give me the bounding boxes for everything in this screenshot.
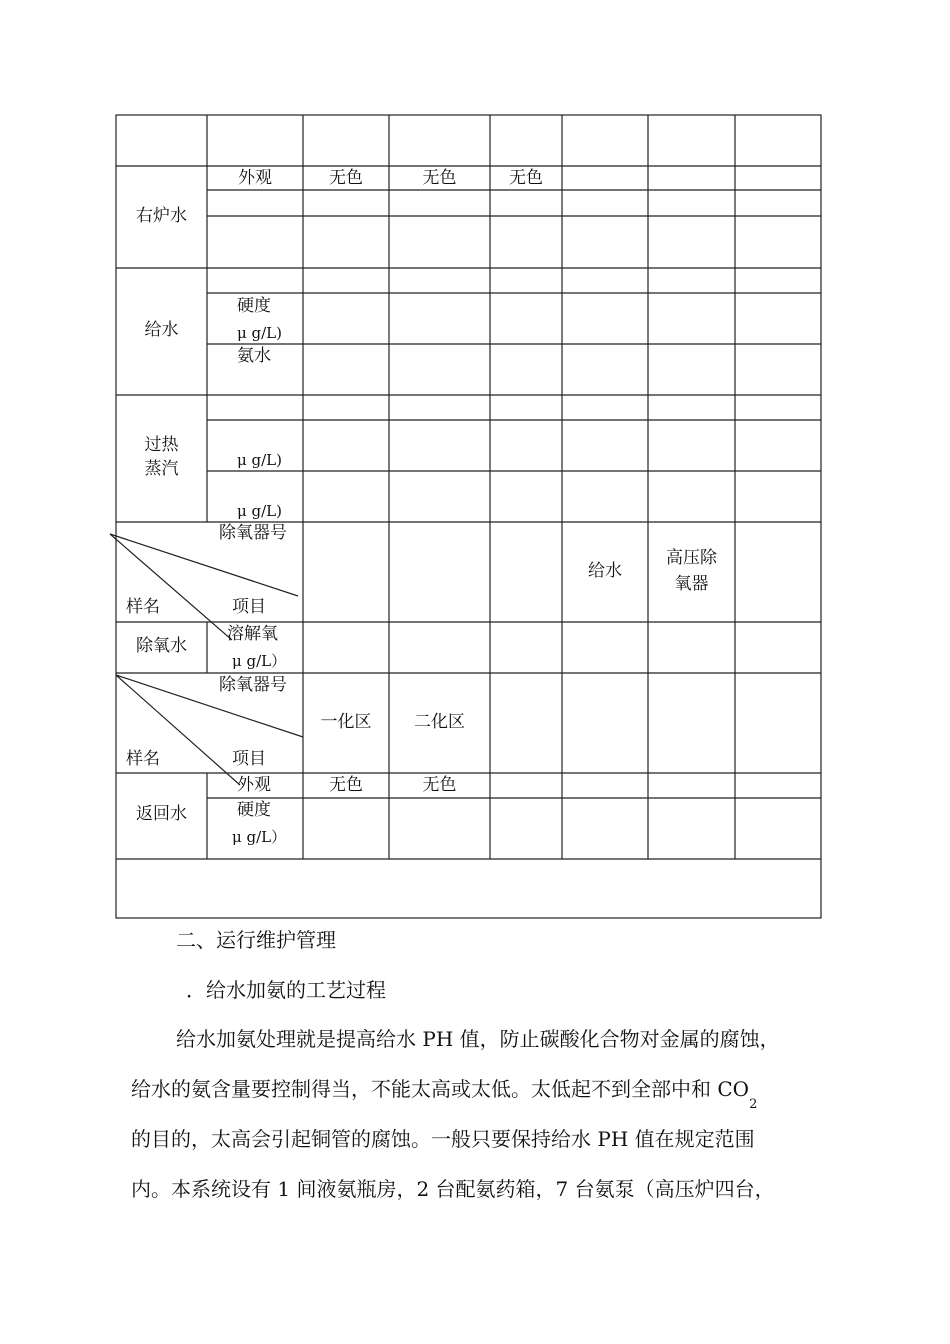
row-label-superheated-steam: 过热 <box>144 435 179 455</box>
row-label-right-boiler: 右炉水 <box>136 206 187 226</box>
section-heading: 二、运行维护管理 <box>176 928 336 952</box>
paragraph-text: 给水的氨含量要控制得当，不能太高或太低。太低起不到全部中和 CO <box>131 1077 750 1101</box>
item-unit: μ g/L) <box>237 451 282 469</box>
header-zone-1: 一化区 <box>320 712 372 732</box>
item-unit: μ g/L） <box>232 652 287 670</box>
item-appearance: 外观 <box>237 775 271 795</box>
item-unit: μ g/L） <box>232 828 287 846</box>
header-zone-2: 二化区 <box>414 712 465 732</box>
row-label-feed-water: 给水 <box>144 320 179 340</box>
row-label-return-water: 返回水 <box>136 804 187 824</box>
value-colorless: 无色 <box>422 775 457 795</box>
header-feed-water: 给水 <box>588 561 622 581</box>
header-sample-name: 样名 <box>126 749 160 769</box>
item-unit: μ g/L) <box>237 324 282 342</box>
paragraph-line: 的目的，太高会引起铜管的腐蚀。一般只要保持给水 PH 值在规定范围 <box>131 1127 755 1151</box>
value-colorless: 无色 <box>422 168 457 188</box>
row-label-deaerated-water: 除氧水 <box>136 636 187 656</box>
header-item: 项目 <box>232 597 266 617</box>
item-hardness: 硬度 <box>237 296 271 316</box>
header-hp-deaerator: 高压除 <box>666 548 717 568</box>
item-dissolved-oxygen: 溶解氧 <box>227 624 278 644</box>
header-sample-name: 样名 <box>126 597 160 617</box>
paragraph-line: 给水加氨处理就是提高给水 PH 值，防止碳酸化合物对金属的腐蚀， <box>176 1027 780 1051</box>
header-deaerator-no: 除氧器号 <box>219 675 287 695</box>
subscript: 2 <box>749 1097 758 1112</box>
paragraph-line: 内。本系统设有 1 间液氨瓶房，2 台配氨药箱，7 台氨泵（高压炉四台， <box>131 1177 775 1201</box>
value-colorless: 无色 <box>509 168 543 188</box>
header-deaerator-no: 除氧器号 <box>219 523 287 543</box>
item-hardness: 硬度 <box>237 800 271 820</box>
item-ammonia: 氨水 <box>237 346 271 366</box>
diagonal-line <box>110 534 232 640</box>
item-appearance: 外观 <box>238 168 272 188</box>
row-label-superheated-steam-2: 蒸汽 <box>144 459 179 479</box>
value-colorless: 无色 <box>329 168 363 188</box>
subheading: ．给水加氨的工艺过程 <box>186 978 386 1002</box>
header-item: 项目 <box>232 749 266 769</box>
header-hp-deaerator-2: 氧器 <box>674 574 709 594</box>
value-colorless: 无色 <box>329 775 363 795</box>
item-unit: μ g/L) <box>237 502 282 520</box>
paragraph-line <box>131 1075 758 1112</box>
